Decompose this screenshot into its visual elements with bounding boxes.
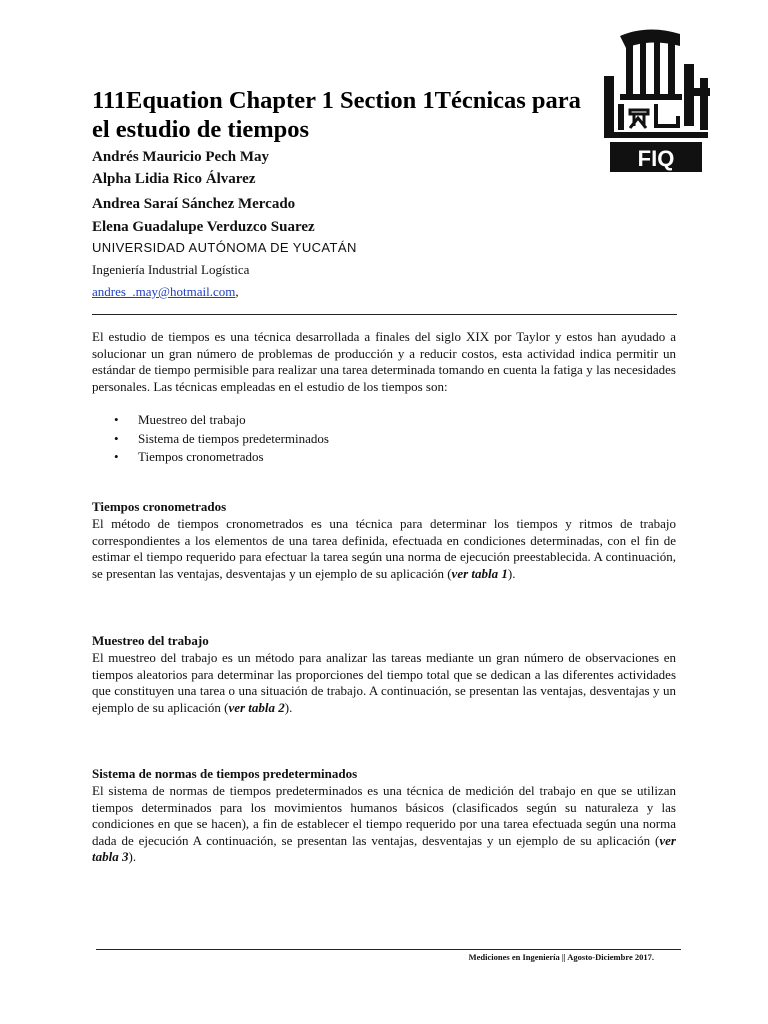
page-footer: Mediciones en Ingeniería || Agosto-Diciembre 2017. xyxy=(468,952,654,962)
bullet-icon: • xyxy=(114,430,119,446)
paragraph-text: El sistema de normas de tiempos predeterminados es una técnica de medición del trabajo en que se utilizan tiempos determinados para los movimientos humanos básicos (clasificados según su naturaleza y las condiciones en que se hacen), a fin de establecer el tiempo requerido por una tarea efectuada según una norma dada de ejecución A continuación, se presentan las ventajas, desventajas y un ejemplo de su aplicación ( xyxy=(92,783,676,848)
paragraph-end: ). xyxy=(507,565,516,581)
author-name: Elena Guadalupe Verduzco Suarez xyxy=(92,219,315,235)
list-item-text: Tiempos cronometrados xyxy=(138,449,264,464)
document-title: 111Equation Chapter 1 Section 1Técnicas para el estudio de tiempos xyxy=(92,87,581,143)
table-reference: ver tabla 2 xyxy=(228,699,285,715)
section-paragraph xyxy=(92,650,676,716)
footer-divider xyxy=(96,949,681,950)
section-heading: Tiempos cronometrados xyxy=(92,499,227,514)
email-link[interactable]: andres_.may@hotmail.com xyxy=(92,284,236,299)
table-reference: ver tabla 3 xyxy=(92,832,676,865)
university-name: UNIVERSIDAD AUTÓNOMA DE YUCATÁN xyxy=(92,240,357,255)
logo-lettering: FIQ xyxy=(637,146,675,171)
bullet-icon: • xyxy=(114,412,119,427)
department-name: Ingeniería Industrial Logística xyxy=(92,262,250,277)
list-item xyxy=(92,411,652,430)
list-item-text: Sistema de tiempos predeterminados xyxy=(138,430,329,446)
table-reference: ver tabla 1 xyxy=(451,565,508,581)
email-suffix: , xyxy=(235,284,239,299)
techniques-list xyxy=(92,411,652,467)
author-email xyxy=(92,284,239,300)
section-heading: Muestreo del trabajo xyxy=(92,633,209,648)
paragraph-end: ). xyxy=(284,699,293,715)
author-name: Andrés Mauricio Pech May xyxy=(92,149,270,165)
author-name: Andrea Saraí Sánchez Mercado xyxy=(92,196,296,212)
section-paragraph xyxy=(92,783,676,866)
header-divider xyxy=(92,314,677,315)
list-item-text: Muestreo del trabajo xyxy=(138,412,246,427)
list-item xyxy=(92,448,652,467)
fiq-logo xyxy=(600,28,712,180)
bullet-icon: • xyxy=(114,449,119,464)
list-item xyxy=(92,430,652,449)
author-name: Alpha Lidia Rico Álvarez xyxy=(92,171,256,187)
intro-paragraph: El estudio de tiempos es una técnica desarrollada a finales del siglo XIX por Taylor y estos han ayudado a solucionar un gran número de problemas de producción y a reducir costos, esta actividad indica permitir un estándar de tiempo permisible para realizar una tarea determinada tomando en cuenta la fatiga y las necesidades personales. Las técnicas empleadas en el estudio de los tiempos son: xyxy=(92,329,676,394)
paragraph-end: ). xyxy=(128,849,137,865)
paragraph-text: El muestreo del trabajo es un método para analizar las tareas mediante un gran número de observaciones en tiempos aleatorios para determinar las proporciones del tiempo total que se dedican a las diferentes actividades que constituyen una tarea o una situación de trabajo. A continuación, se presentan las ventajas, desventajas y un ejemplo de su aplicación ( xyxy=(92,650,676,715)
section-heading: Sistema de normas de tiempos predeterminados xyxy=(92,766,358,781)
paragraph-text: El método de tiempos cronometrados es una técnica para determinar los tiempos y ritmos de trabajo correspondientes a los elementos de una tarea definida, efectuada en condiciones determinadas, con el fin de estimar el tiempo requerido para efectuar la tarea según una norma de ejecución preestablecida. A continuación, se presentan las ventajas, desventajas y un ejemplo de su aplicación ( xyxy=(92,516,676,581)
section-paragraph xyxy=(92,516,676,582)
